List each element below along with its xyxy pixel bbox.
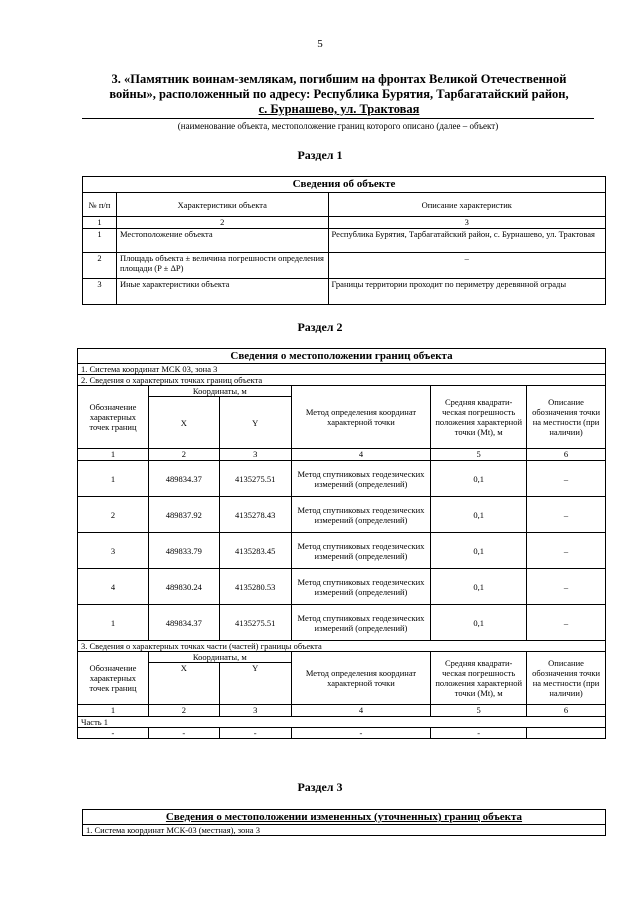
col-number: 5 (431, 449, 527, 461)
section-3-table (82, 809, 606, 836)
row-characteristic: Площадь объекта ± величина погрешности определения площади (P ± ΔP) (116, 253, 328, 279)
row-description: Границы территории проходит по периметру деревянной ограды (328, 279, 605, 305)
point-number: 3 (78, 533, 149, 569)
col-number: 3 (328, 217, 605, 229)
header-method: Метод определения координат характерной точки (291, 386, 431, 449)
point-x: 489834.37 (148, 461, 219, 497)
section-3-title-text: Сведения о местоположении измененных (уточненных) границ объекта (165, 811, 523, 823)
point-number: 4 (78, 569, 149, 605)
part-cell: - (219, 728, 291, 739)
point-error: 0,1 (431, 569, 527, 605)
part-header-method: Метод определения координат характерной точки (291, 652, 431, 705)
table-row (78, 728, 606, 739)
point-error: 0,1 (431, 605, 527, 641)
point-description: – (527, 497, 606, 533)
title-line-1: 3. «Памятник воинам-землякам, погибшим на фронтах Великой Отечественной (111, 72, 567, 86)
page-number: 5 (317, 38, 323, 50)
header-point-description: Описание обозначения точки на местности (при наличии) (527, 386, 606, 449)
document-title (86, 72, 592, 117)
table-row (78, 461, 606, 497)
col-number: 2 (116, 217, 328, 229)
row-number: 1 (83, 229, 117, 253)
part-cell: - (148, 728, 219, 739)
row-number: 2 (83, 253, 117, 279)
point-error: 0,1 (431, 461, 527, 497)
point-error: 0,1 (431, 533, 527, 569)
point-error: 0,1 (431, 497, 527, 533)
col-number: 6 (527, 449, 606, 461)
col-number: 5 (431, 705, 527, 717)
header-number: № п/п (83, 193, 117, 217)
point-y: 4135275.51 (219, 461, 291, 497)
point-y: 4135275.51 (219, 605, 291, 641)
header-y: Y (219, 397, 291, 449)
table-row (78, 533, 606, 569)
point-method: Метод спутниковых геодезических измерений (определений) (291, 605, 431, 641)
header-description: Описание характеристик (328, 193, 605, 217)
col-number: 3 (219, 705, 291, 717)
table-row (83, 253, 606, 279)
part-points-line: 3. Сведения о характерных точках части (частей) границы объекта (78, 641, 606, 652)
col-number: 4 (291, 449, 431, 461)
point-method: Метод спутниковых геодезических измерений (определений) (291, 569, 431, 605)
point-y: 4135280.53 (219, 569, 291, 605)
section-1-table-title: Сведения об объекте (83, 177, 606, 193)
section-3-table-title (83, 810, 606, 825)
table-row (78, 569, 606, 605)
part-label: Часть 1 (78, 717, 606, 728)
coordinate-system-line: 1. Система координат МСК 03, зона 3 (78, 364, 606, 375)
part-cell: - (291, 728, 431, 739)
point-method: Метод спутниковых геодезических измерений (определений) (291, 461, 431, 497)
row-characteristic: Иные характеристики объекта (116, 279, 328, 305)
part-cell: - (431, 728, 527, 739)
part-header-coordinates: Координаты, м (148, 652, 291, 663)
section-2-table-title: Сведения о местоположении границ объекта (78, 349, 606, 364)
point-number: 1 (78, 605, 149, 641)
part-cell: - (78, 728, 149, 739)
header-coordinates: Координаты, м (148, 386, 291, 397)
point-description: – (527, 569, 606, 605)
row-description: – (328, 253, 605, 279)
title-line-3: с. Бурнашево, ул. Трактовая (258, 102, 420, 116)
table-row (78, 605, 606, 641)
section-2-table (77, 348, 606, 739)
section-1-table (82, 176, 606, 305)
col-number: 2 (148, 705, 219, 717)
point-method: Метод спутниковых геодезических измерений (определений) (291, 497, 431, 533)
col-number: 4 (291, 705, 431, 717)
section-2-heading: Раздел 2 (297, 320, 343, 334)
table-row (83, 279, 606, 305)
col-number: 2 (148, 449, 219, 461)
table-row (78, 497, 606, 533)
title-caption: (наименование объекта, местоположение границ которого описано (далее – объект) (177, 121, 499, 131)
point-x: 489834.37 (148, 605, 219, 641)
point-method: Метод спутниковых геодезических измерений (определений) (291, 533, 431, 569)
section-3-coordinate-line: 1. Система координат МСК-03 (местная), зона 3 (83, 825, 606, 836)
point-description: – (527, 533, 606, 569)
point-number: 2 (78, 497, 149, 533)
col-number: 1 (78, 705, 149, 717)
part-header-designation: Обозначение характерных точек границ (78, 652, 149, 705)
point-y: 4135278.43 (219, 497, 291, 533)
part-header-y: Y (219, 663, 291, 705)
col-number: 3 (219, 449, 291, 461)
col-number: 6 (527, 705, 606, 717)
boundary-points-line: 2. Сведения о характерных точках границ объекта (78, 375, 606, 386)
col-number: 1 (83, 217, 117, 229)
part-header-error: Средняя квадрати-ческая погрешность положения характерной точки (Mt), м (431, 652, 527, 705)
title-underline (82, 118, 594, 119)
table-row (83, 229, 606, 253)
point-y: 4135283.45 (219, 533, 291, 569)
point-description: – (527, 461, 606, 497)
col-number: 1 (78, 449, 149, 461)
header-characteristic: Характеристики объекта (116, 193, 328, 217)
section-1-heading: Раздел 1 (297, 148, 343, 162)
part-cell (527, 728, 606, 739)
point-description: – (527, 605, 606, 641)
title-line-2: войны», расположенный по адресу: Республика Бурятия, Тарбагатайский район, (109, 87, 569, 101)
point-x: 489830.24 (148, 569, 219, 605)
header-x: X (148, 397, 219, 449)
point-x: 489833.79 (148, 533, 219, 569)
row-description: Республика Бурятия, Тарбагатайский район, с. Бурнашево, ул. Трактовая (328, 229, 605, 253)
row-characteristic: Местоположение объекта (116, 229, 328, 253)
part-header-point-description: Описание обозначения точки на местности (при наличии) (527, 652, 606, 705)
header-designation: Обозначение характерных точек границ (78, 386, 149, 449)
point-number: 1 (78, 461, 149, 497)
header-error: Средняя квадрати-ческая погрешность положения характерной точки (Mt), м (431, 386, 527, 449)
section-3-heading: Раздел 3 (297, 780, 343, 794)
part-header-x: X (148, 663, 219, 705)
row-number: 3 (83, 279, 117, 305)
point-x: 489837.92 (148, 497, 219, 533)
